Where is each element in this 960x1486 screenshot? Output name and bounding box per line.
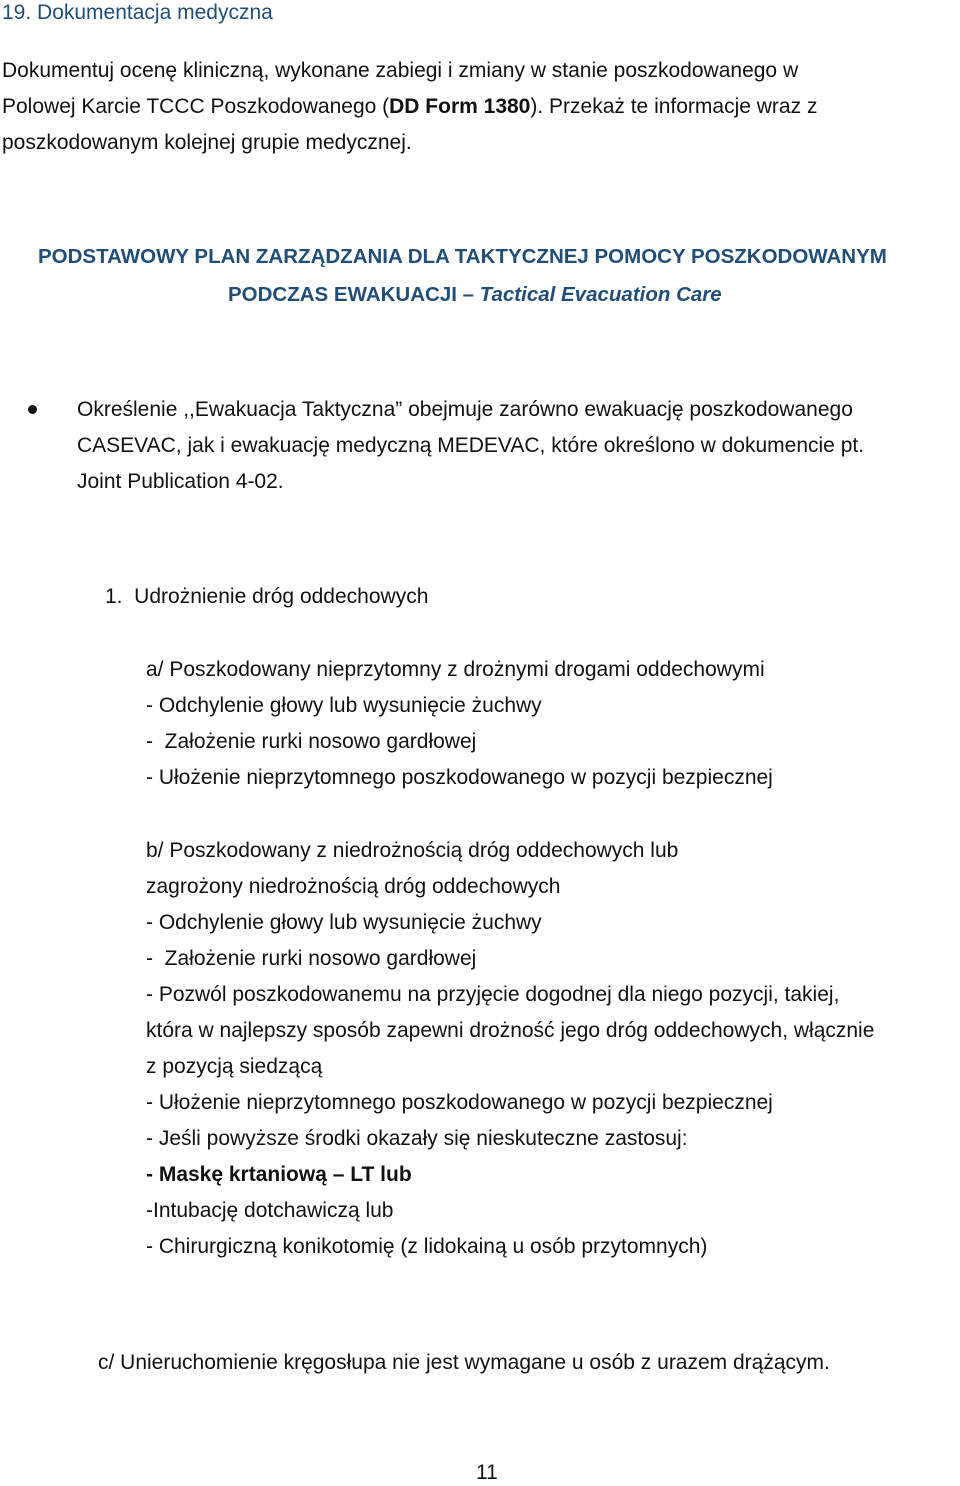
intro-line-3: poszkodowanym kolejnej grupie medycznej. <box>2 131 412 154</box>
title-line-1: PODSTAWOWY PLAN ZARZĄDZANIA DLA TAKTYCZNEJ POMOCY POSZKODOWANYM <box>38 245 887 268</box>
bullet-marker <box>28 405 37 414</box>
title-line-2: PODCZAS EWAKUACJI – Tactical Evacuation Care <box>228 283 722 306</box>
intro-line-2: Polowej Karcie TCCC Poszkodowanego (DD Form 1380). Przekaż te informacje wraz z <box>2 95 818 118</box>
title-italic-subtitle: Tactical Evacuation Care <box>479 283 722 306</box>
sub-b-item: z pozycją siedzącą <box>146 1055 323 1078</box>
sub-b-item: - Chirurgiczną konikotomię (z lidokainą u osób przytomnych) <box>146 1235 708 1258</box>
sub-c-line: c/ Unieruchomienie kręgosłupa nie jest wymagane u osób z urazem drążącym. <box>98 1351 830 1374</box>
sub-b-heading-line-2: zagrożony niedrożnością dróg oddechowych <box>146 875 561 898</box>
sub-a-heading: a/ Poszkodowany nieprzytomny z drożnymi drogami oddechowymi <box>146 658 765 681</box>
sub-b-item: - Jeśli powyższe środki okazały się nieskuteczne zastosuj: <box>146 1127 688 1150</box>
bullet-line-1: Określenie ,,Ewakuacja Taktyczna” obejmuje zarówno ewakuację poszkodowanego <box>77 398 853 421</box>
form-number: DD Form 1380 <box>389 95 531 118</box>
sub-b-item: - Odchylenie głowy lub wysunięcie żuchwy <box>146 911 542 934</box>
sub-b-item: - Ułożenie nieprzytomnego poszkodowanego w pozycji bezpiecznej <box>146 1091 773 1114</box>
intro-line-1: Dokumentuj ocenę kliniczną, wykonane zabiegi i zmiany w stanie poszkodowanego w <box>2 59 799 82</box>
sub-b-item: - Założenie rurki nosowo gardłowej <box>146 947 477 970</box>
bullet-line-2: CASEVAC, jak i ewakuację medyczną MEDEVAC, które określono w dokumencie pt. <box>77 434 865 457</box>
sub-a-item: - Ułożenie nieprzytomnego poszkodowanego w pozycji bezpiecznej <box>146 766 773 789</box>
sub-b-item: która w najlepszy sposób zapewni drożność jego dróg oddechowych, włącznie <box>146 1019 875 1042</box>
section-heading: 19. Dokumentacja medyczna <box>2 1 273 24</box>
numbered-heading: 1. Udrożnienie dróg oddechowych <box>105 585 429 608</box>
sub-b-item-bold: - Maskę krtaniową – LT lub <box>146 1163 412 1186</box>
sub-b-item: - Pozwól poszkodowanemu na przyjęcie dogodnej dla niego pozycji, takiej, <box>146 983 840 1006</box>
sub-a-item: - Odchylenie głowy lub wysunięcie żuchwy <box>146 694 542 717</box>
sub-b-heading-line-1: b/ Poszkodowany z niedrożnością dróg oddechowych lub <box>146 839 679 862</box>
sub-a-item: - Założenie rurki nosowo gardłowej <box>146 730 477 753</box>
bullet-line-3: Joint Publication 4-02. <box>77 470 284 493</box>
page-number: 11 <box>476 1461 498 1484</box>
sub-b-item: -Intubację dotchawiczą lub <box>146 1199 394 1222</box>
